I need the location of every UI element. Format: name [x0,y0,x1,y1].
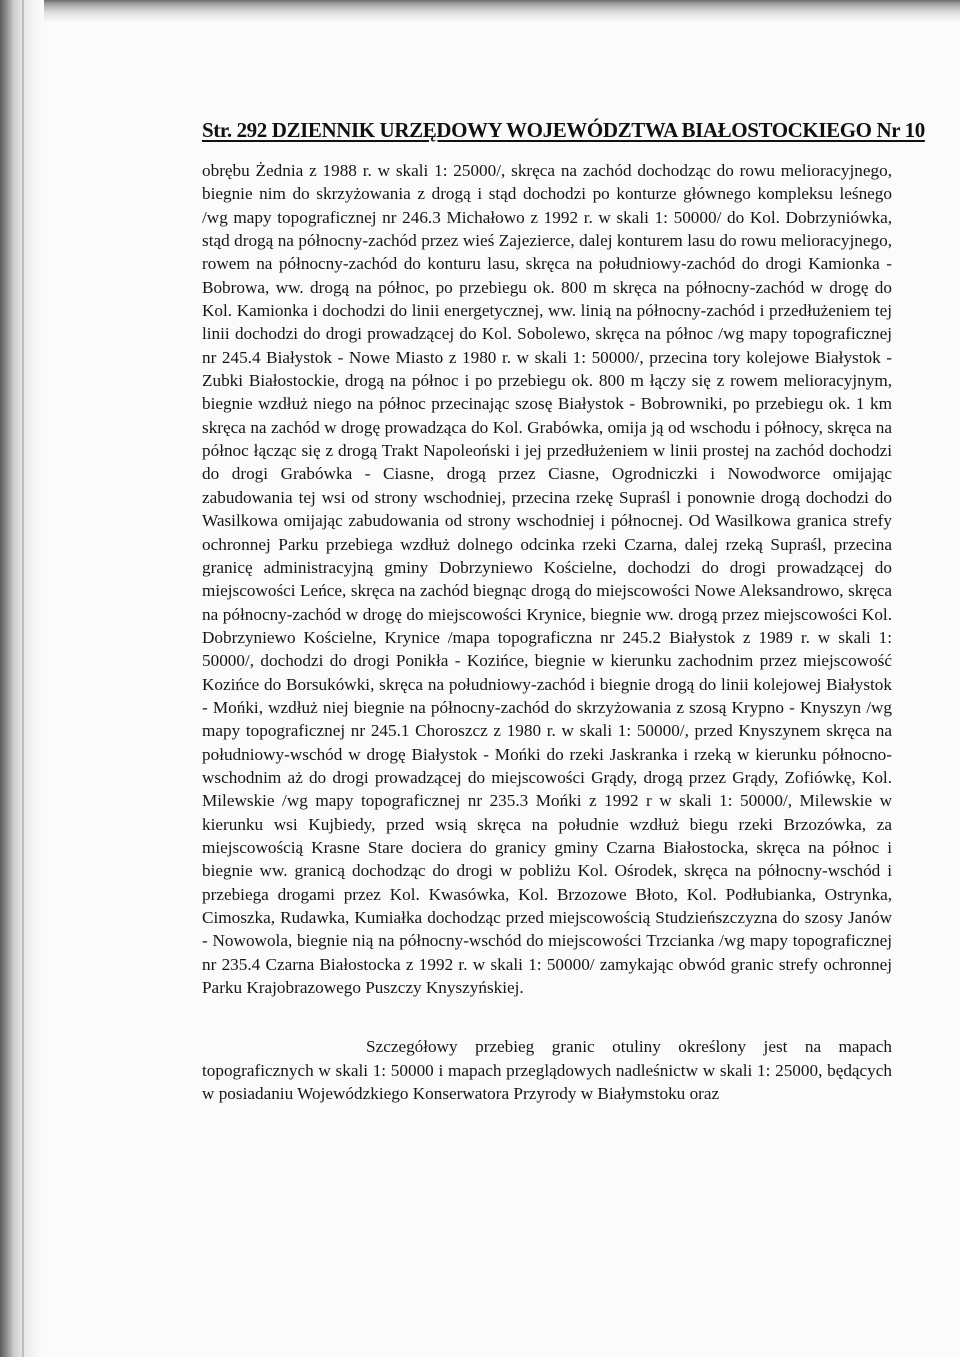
body-paragraph-boundary-description: obrębu Żednia z 1988 r. w skali 1: 25000/, skręca na zachód dochodząc do rowu melioracyjnego, biegnie nim do skrzyżowania z drogą i stąd dochodzi po konturze głównego kompleksu leśnego /wg mapy topograficznej nr 246.3 Michałowo z 1992 r. w skali 1: 50000/ do Kol. Dobrzyniówka, stąd drogą na północny-zachód przez wieś Zajezierce, dalej konturem lasu do rowu melioracyjnego, rowem na północny-zachód do konturu lasu, skręca na południowy-zachód do drogi Kamionka - Bobrowa, ww. drogą na północ, po przebiegu ok. 800 m skręca na północny-zachód w drogę do Kol. Kamionka i dochodzi do linii energetycznej, ww. linią na północny-zachód i przedłużeniem tej linii dochodzi do drogi prowadzącej do Kol. Sobolewo, skręca na północ /wg mapy topograficznej nr 245.4 Białystok - Nowe Miasto z 1980 r. w skali 1: 50000/, przecina tory kolejowe Białystok - Zubki Białostockie, drogą na północ i po przebiegu ok. 800 m łączy się z rowem melioracyjnym, biegnie wzdłuż niego na północ przecinając szosę Białystok - Bobrowniki, po przebiegu ok. 1 km skręca na zachód w drogę prowadząca do Kol. Grabówka, omija ją od wschodu i północy, skręca na północ łącząc się z drogą Trakt Napoleoński i jej przedłużeniem w linii prostej na zachód dochodzi do drogi Grabówka - Ciasne, drogą przez Ciasne, Ogrodniczki i Nowodworce omijając zabudowania tej wsi od strony wschodniej, przecina rzekę Supraśl i ponownie drogą dochodzi do Wasilkowa omijając zabudowania od strony wschodniej i północnej. Od Wasilkowa granica strefy ochronnej Parku przebiega wzdłuż dolnego odcinka rzeki Czarna, dalej rzeką Supraśl, przecina granicę administracyjną gminy Dobrzyniewo Kościelne, dochodzi do drogi prowadzącej do miejscowości Leńce, skręca na zachód biegnąc drogą do miejscowości Nowe Aleksandrowo, skręca na północny-zachód w drogę do miejscowości Krynice, biegnie ww. drogą przez miejscowości Kol. Dobrzyniewo Kościelne, Krynice /mapa topograficzna nr 245.2 Białystok z 1989 r. w skali 1: 50000/, dochodzi do drogi Ponikła - Kozińce, biegnie w kierunku zachodnim przez miejscowość Kozińce do Borsukówki, skręca na południowy-zachód i biegnie drogą do linii kolejowej Białystok - Mońki, wzdłuż niej biegnie na północny-zachód do skrzyżowania z szosą Krypno - Knyszyn /wg mapy topograficznej nr 245.1 Choroszcz z 1980 r. w skali 1: 50000/, przed Knyszynem skręca na południowy-wschód w drogę Białystok - Mońki do rzeki Jaskranka i rzeką w kierunku północno-wschodnim aż do drogi prowadzącej do miejscowości Grądy, drogą przez Grądy, Zofiówkę, Kol. Milewskie /wg mapy topograficznej nr 235.3 Mońki z 1992 r w skali 1: 50000/, Milewskie w kierunku wsi Kujbiedy, przed wsią skręca na południe wzdłuż biegu rzeki Brzozówka, za miejscowością Krasne Stare dociera do granicy gminy Czarna Białostocka, skręca na północ i biegnie ww. granicą dochodząc do drogi w pobliżu Kol. Ośrodek, skręca na północny-wschód i przebiega drogami przez Kol. Kwasówka, Kol. Brzozowe Błoto, Kol. Podłubianka, Ostrynka, Cimoszka, Rudawka, Kumiałka dochodząc przed miejscowością Studzieńszczyzna do szosy Janów - Nowowola, biegnie nią na północny-wschód do miejscowości Trzcianka /wg mapy topograficznej nr 235.4 Czarna Białostocka z 1992 r. w skali 1: 50000/ zamykając obwód granic strefy ochronnej Parku Krajobrazowego Puszczy Knyszyńskiej. [202,161,892,998]
page-binding-edge [0,0,44,1357]
page-header: Str. 292 DZIENNIK URZĘDOWY WOJEWÓDZTWA BIAŁOSTOCKIEGO Nr 10 [202,118,925,142]
body-paragraph-map-reference: Szczegółowy przebieg granic otuliny określony jest na mapach topograficznych w skali 1: 50000 i mapach przeglądowych nadleśnictw w skali 1: 25000, będących w posiadaniu Wojewódzkiego Konserwatora Przyrody w Białymstoku oraz [202,1037,892,1104]
page-text-block [202,118,925,1105]
page-top-shadow [0,0,960,22]
